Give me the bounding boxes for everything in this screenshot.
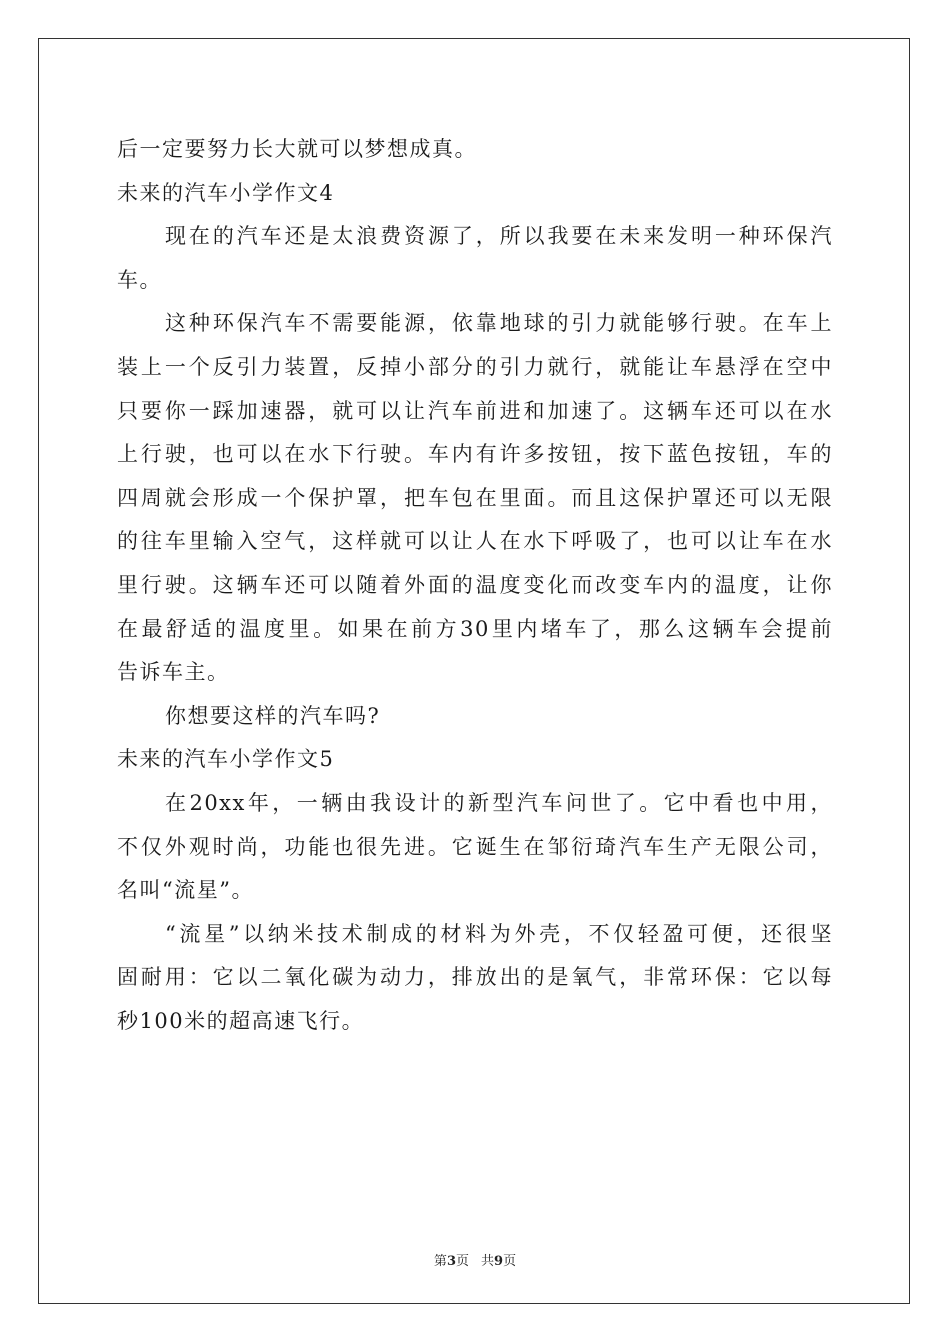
paragraph-line: 的往车里输入空气，这样就可以让人在水下呼吸了，也可以让车在水	[117, 529, 833, 554]
paragraph-line: 不仅外观时尚，功能也很先进。它诞生在邹衍琦汽车生产无限公司，	[117, 834, 833, 859]
document-body	[117, 128, 833, 1043]
paragraph-line: 你想要这样的汽车吗?	[165, 703, 381, 728]
paragraph-line: 里行驶。这辆车还可以随着外面的温度变化而改变车内的温度，让你	[117, 572, 833, 597]
paragraph-line: 车。	[117, 267, 162, 292]
paragraph-line: 名叫“流星”。	[117, 878, 254, 903]
text-line: 后一定要努力长大就可以梦想成真。	[117, 137, 477, 161]
section-heading: 未来的汽车小学作文5	[117, 747, 335, 772]
paragraph-line: 这种环保汽车不需要能源，依靠地球的引力就能够行驶。在车上	[165, 311, 833, 336]
paragraph-line: 四周就会形成一个保护罩，把车包在里面。而且这保护罩还可以无限	[117, 485, 833, 510]
page-indicator: 第3页	[433, 1254, 469, 1269]
page-footer	[0, 1250, 950, 1269]
current-page-number: 3	[446, 1254, 456, 1269]
total-page-number: 9	[494, 1254, 504, 1269]
section-heading: 未来的汽车小学作文4	[117, 180, 335, 205]
paragraph-line: “流星”以纳米技术制成的材料为外壳，不仅轻盈可便，还很坚	[165, 921, 833, 946]
paragraph-line: 只要你一踩加速器，就可以让汽车前进和加速了。这辆车还可以在水	[117, 398, 833, 423]
paragraph-line: 告诉车主。	[117, 660, 230, 685]
paragraph-line: 装上一个反引力装置，反掉小部分的引力就行，就能让车悬浮在空中	[117, 354, 833, 379]
paragraph-line: 固耐用：它以二氧化碳为动力，排放出的是氧气，非常环保：它以每	[117, 965, 833, 990]
paragraph-line: 在20xx年，一辆由我设计的新型汽车问世了。它中看也中用，	[165, 790, 833, 815]
paragraph-line: 秒100米的超高速飞行。	[117, 1008, 365, 1033]
total-pages-indicator: 共9页	[481, 1254, 517, 1269]
paragraph-line: 上行驶，也可以在水下行驶。车内有许多按钮，按下蓝色按钮，车的	[117, 442, 833, 467]
paragraph-line: 在最舒适的温度里。如果在前方30里内堵车了，那么这辆车会提前	[117, 616, 833, 641]
paragraph-line: 现在的汽车还是太浪费资源了，所以我要在未来发明一种环保汽	[165, 224, 833, 249]
